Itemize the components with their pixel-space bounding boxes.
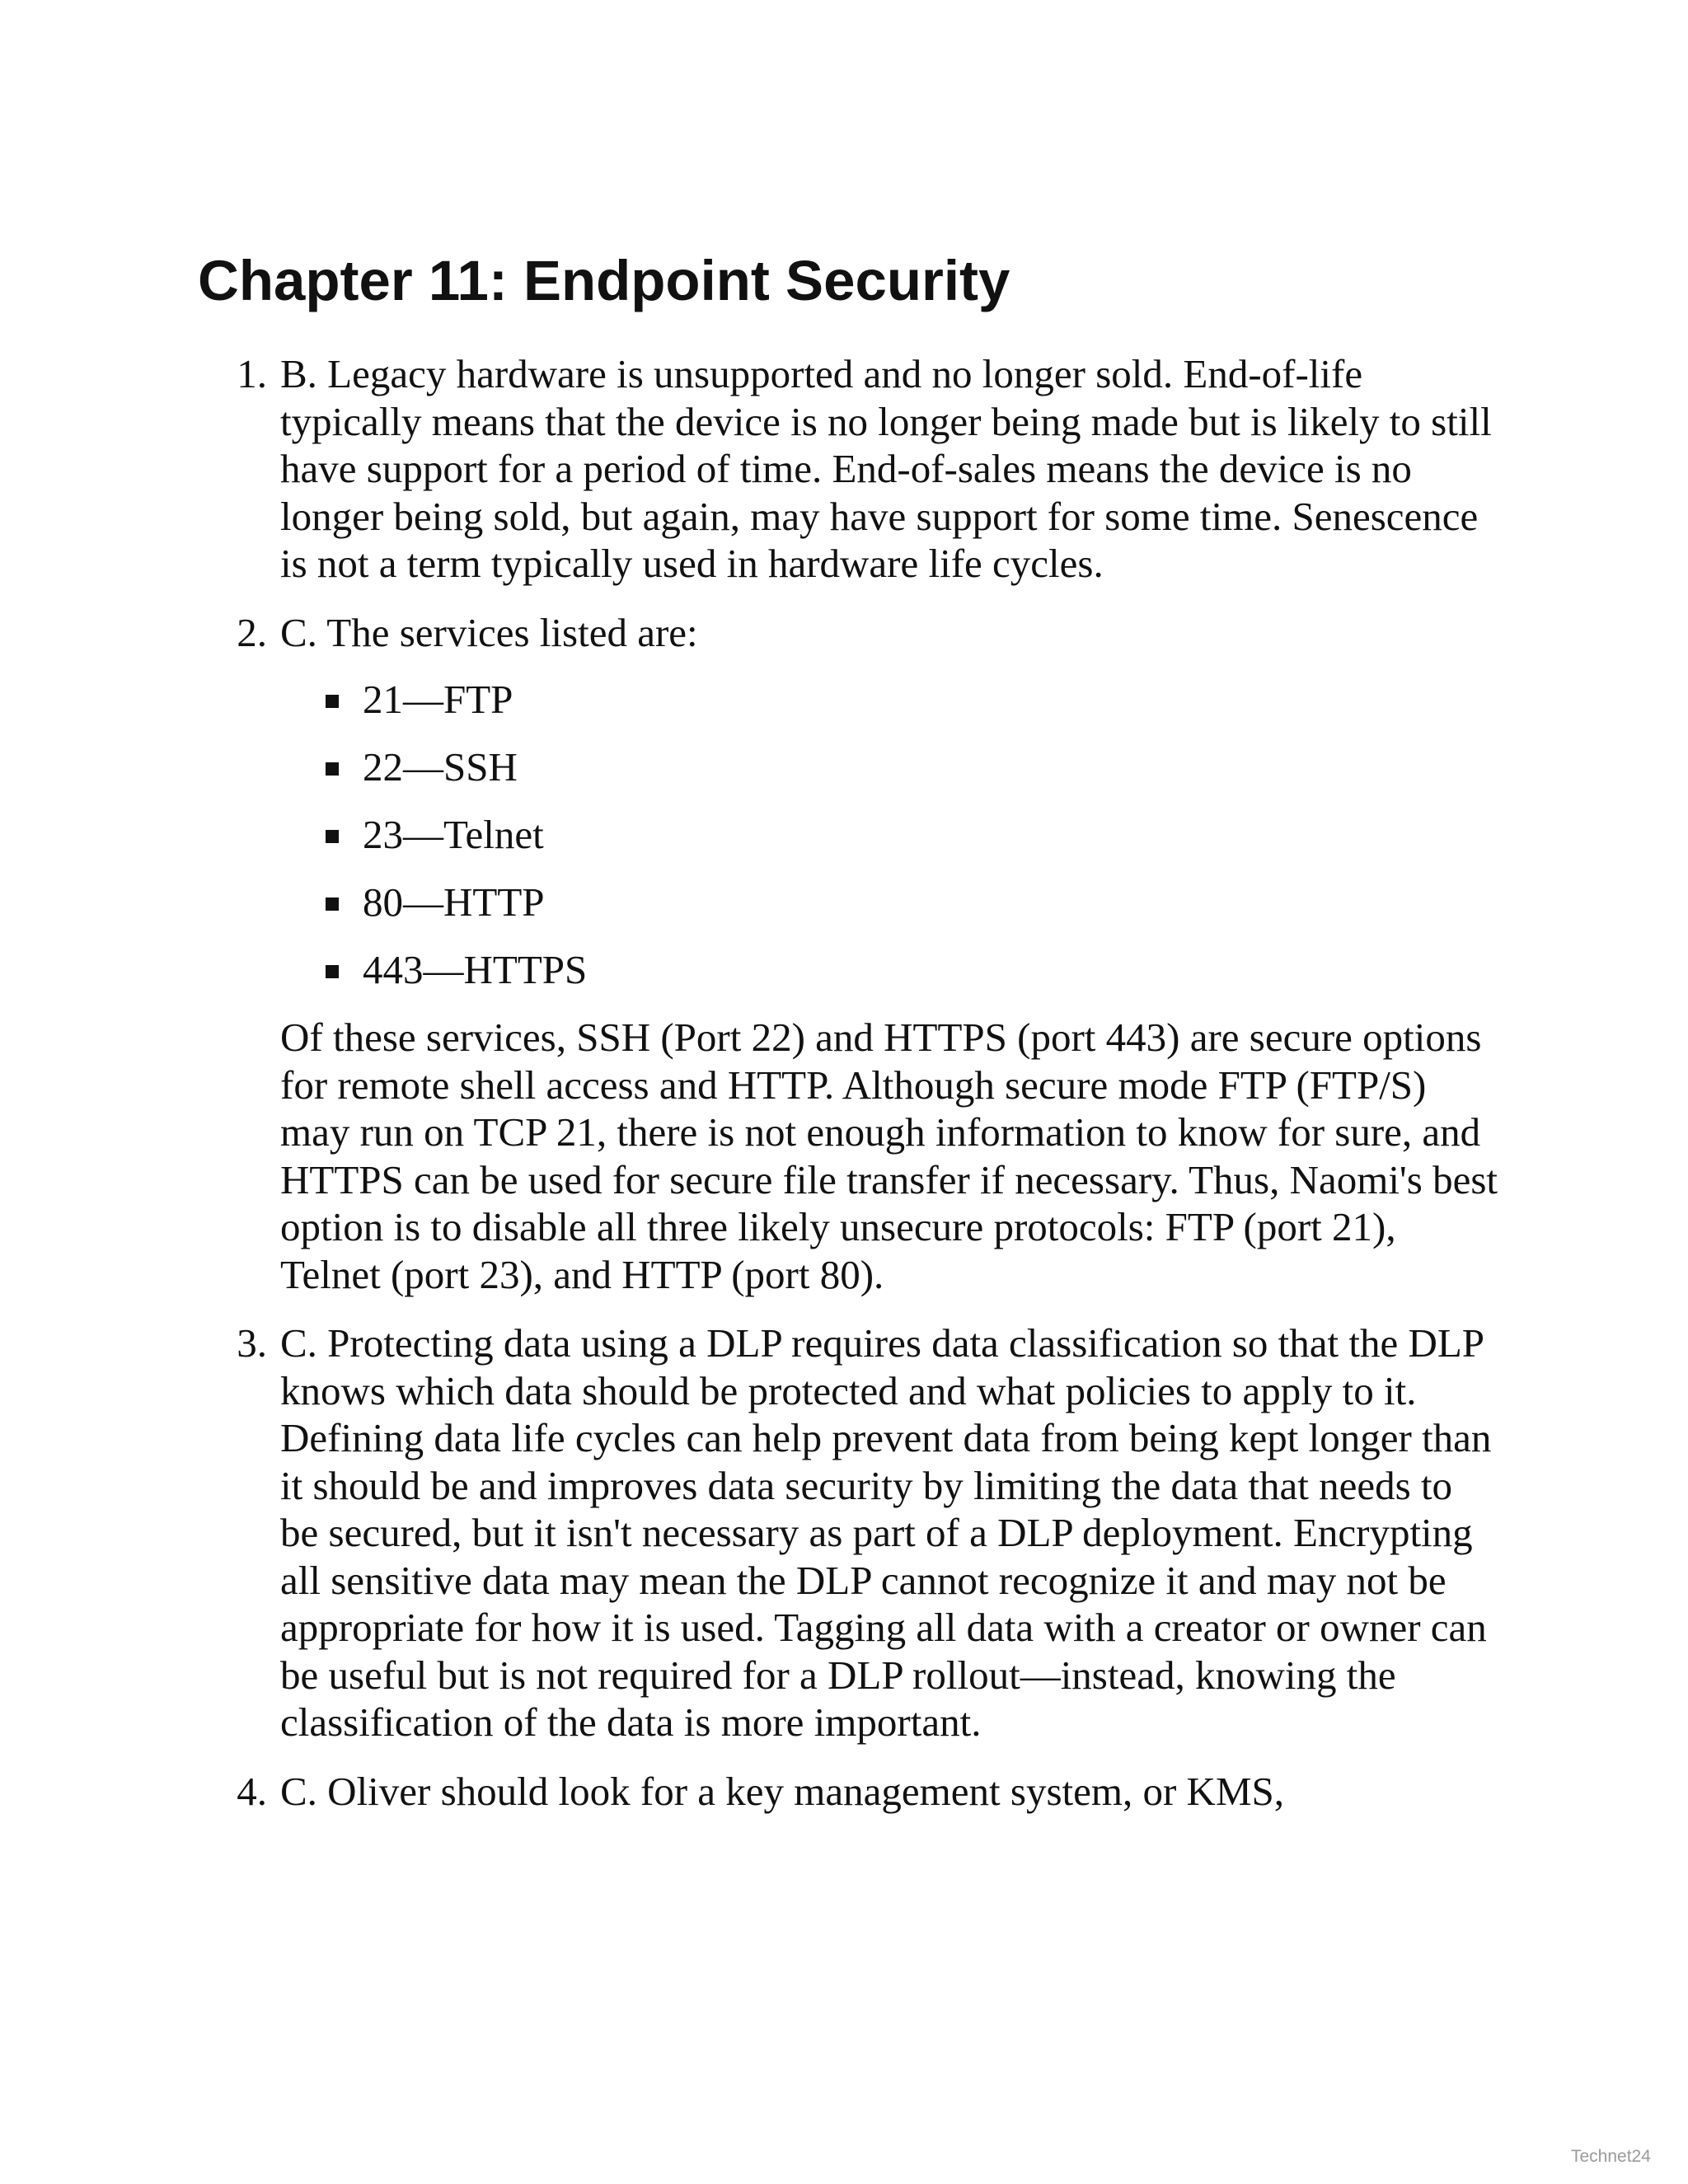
answer-item-3	[0, 1319, 1500, 1746]
service-item-ssh	[280, 743, 1500, 791]
service-label: 443—HTTPS	[363, 947, 588, 992]
chapter-title: Chapter 11: Endpoint Security	[198, 249, 1010, 312]
square-bullet-icon	[326, 762, 339, 776]
answer-item-2	[0, 609, 1500, 1299]
answer-text: B. Legacy hardware is unsupported and no longer sold. End-of-life typically means that the device is no longer being made but is likely to still have support for a period of time. End-of-sales means the device is no longer being sold, but again, may have support for some time. Senescence is not a term typically used in hardware life cycles.	[280, 351, 1492, 586]
square-bullet-icon	[326, 830, 339, 843]
square-bullet-icon	[326, 695, 339, 708]
service-item-ftp	[280, 676, 1500, 724]
service-label: 80—HTTP	[363, 879, 545, 925]
service-item-http	[280, 879, 1500, 926]
answer-text: C. The services listed are:	[280, 609, 698, 655]
watermark: Technet24	[1571, 2147, 1651, 2166]
square-bullet-icon	[326, 898, 339, 911]
square-bullet-icon	[326, 965, 339, 978]
answer-number: 3.	[237, 1320, 267, 1366]
answer-number: 1.	[237, 351, 267, 396]
service-label: 23—Telnet	[363, 812, 544, 857]
service-item-telnet	[280, 811, 1500, 859]
answer-number: 4.	[237, 1768, 267, 1814]
answer-text: C. Oliver should look for a key management system, or KMS,	[280, 1768, 1285, 1814]
answer-item-4	[0, 1768, 1500, 1816]
service-label: 22—SSH	[363, 744, 518, 790]
answer-number: 2.	[237, 609, 267, 655]
services-list	[280, 676, 1500, 994]
answer-list	[0, 350, 1688, 1836]
answer-item-1	[0, 350, 1500, 588]
answer-followup-paragraph: Of these services, SSH (Port 22) and HTTPS (port 443) are secure options for remote shell access and HTTP. Although secure mode FTP (FTP/S) may run on TCP 21, there is not enough information to know for sure, and HTTPS can be used for secure file transfer if necessary. Thus, Naomi's best option is to disable all three likely unsecure protocols: FTP (port 21), Telnet (port 23), and HTTP (port 80).	[280, 1015, 1498, 1297]
service-item-https	[280, 946, 1500, 994]
service-label: 21—FTP	[363, 677, 513, 722]
answer-text: C. Protecting data using a DLP requires data classification so that the DLP knows which data should be protected and what policies to apply to it. Defining data life cycles can help prevent data from being kept longer than it should be and improves data security by limiting the data that needs to be secured, but it isn't necessary as part of a DLP deployment. Encrypting all sensitive data may mean the DLP cannot recognize it and may not be appropriate for how it is used. Tagging all data with a creator or owner can be useful but is not required for a DLP rollout—instead, knowing the classification of the data is more important.	[280, 1320, 1492, 1745]
